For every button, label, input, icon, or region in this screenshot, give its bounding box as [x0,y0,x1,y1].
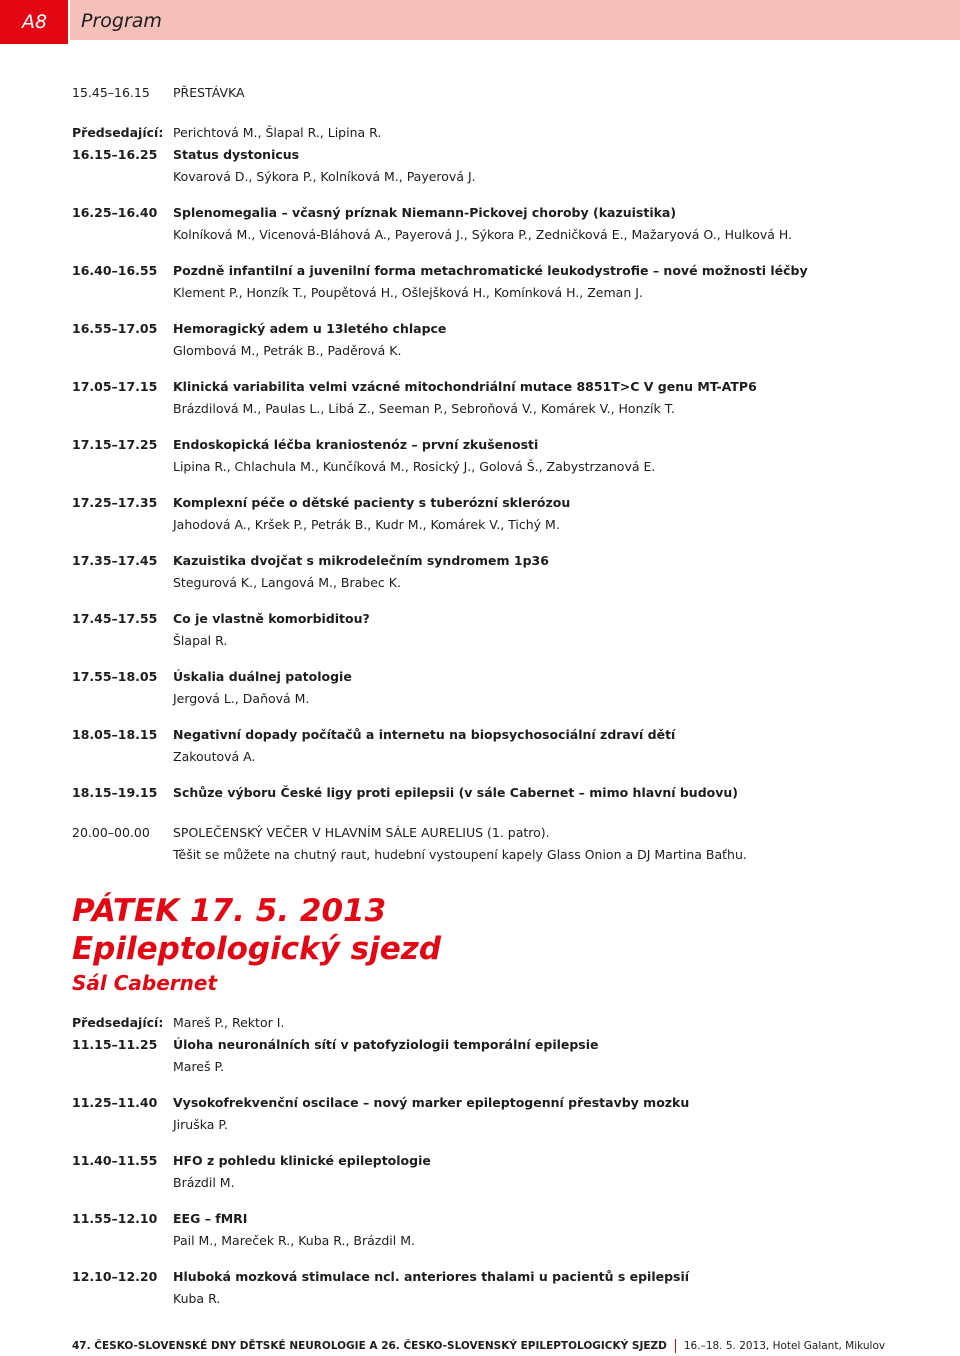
evening-title: SPOLEČENSKÝ VEČER V HLAVNÍM SÁLE AURELIUS (1. patro). [173,825,550,840]
talk-title: Úloha neuronálních sítí v patofyziologii temporální epilepsie [173,1037,599,1052]
talk-item [72,608,932,652]
talk-authors: Kovarová D., Sýkora P., Kolníková M., Payerová J. [173,169,476,184]
talk-time: 16.40–16.55 [72,263,158,278]
page-number: A8 [0,0,68,44]
evening-description: Těšit se můžete na chutný raut, hudební vystoupení kapely Glass Onion a DJ Martina Baťhu. [173,847,747,862]
talk-time: 17.15–17.25 [72,437,158,452]
talk-title: Vysokofrekvenční oscilace – nový marker epileptogenní přestavby mozku [173,1095,690,1110]
talk-time: 17.05–17.15 [72,379,158,394]
day-date: PÁTEK 17. 5. 2013 [72,893,387,929]
talk-authors: Jiruška P. [173,1117,228,1132]
talk-list [72,144,932,804]
talk-time: 17.25–17.35 [72,495,158,510]
talk-item [72,434,932,478]
talk-title: Schůze výboru České ligy proti epilepsii (v sále Cabernet – mimo hlavní budovu) [173,785,738,800]
talk-time: 11.40–11.55 [72,1153,158,1168]
talk-title: Status dystonicus [173,147,300,162]
talk-item [72,144,932,188]
conference-name: 47. ČESKO-SLOVENSKÉ DNY DĚTSKÉ NEUROLOGIE A 26. ČESKO-SLOVENSKÝ EPILEPTOLOGICKÝ SJEZD [72,1340,667,1352]
talk-item [72,1150,932,1194]
program-friday [72,1012,932,1310]
hall-name: Sál Cabernet [72,971,217,995]
talk-authors: Klement P., Honzík T., Poupětová H., Ošlejšková H., Komínková H., Zeman J. [173,285,643,300]
talk-title: HFO z pohledu klinické epileptologie [173,1153,431,1168]
talk-title: Hemoragický adem u 13letého chlapce [173,321,447,336]
talk-title: Komplexní péče o dětské pacienty s tuberózní sklerózou [173,495,571,510]
evening-time: 20.00–00.00 [72,825,150,840]
evening-event [72,822,932,866]
talk-title: Klinická variabilita velmi vzácné mitochondriální mutace 8851T>C V genu MT-ATP6 [173,379,757,394]
talk-item [72,1208,932,1252]
talk-item [72,724,932,768]
talk-authors: Glombová M., Petrák B., Paděrová K. [173,343,402,358]
talk-time: 18.15–19.15 [72,785,158,800]
chair-names: Perichtová M., Šlapal R., Lipina R. [173,125,382,140]
talk-item [72,376,932,420]
talk-time: 11.55–12.10 [72,1211,158,1226]
talk-time: 17.55–18.05 [72,669,158,684]
talk-authors: Jergová L., Daňová M. [173,691,310,706]
talk-title: Endoskopická léčba kraniostenóz – první zkušenosti [173,437,539,452]
talk-authors: Zakoutová A. [173,749,256,764]
talk-item [72,666,932,710]
talk-authors: Brázdil M. [173,1175,235,1190]
talk-time: 16.25–16.40 [72,205,158,220]
talk-title: Kazuistika dvojčat s mikrodelečním syndromem 1p36 [173,553,549,568]
talk-authors: Jahodová A., Kršek P., Petrák B., Kudr M., Komárek V., Tichý M. [173,517,560,532]
talk-time: 11.15–11.25 [72,1037,158,1052]
talk-time: 16.55–17.05 [72,321,158,336]
talk-authors: Stegurová K., Langová M., Brabec K. [173,575,401,590]
chair-names: Mareš P., Rektor I. [173,1015,285,1030]
talk-authors: Brázdilová M., Paulas L., Libá Z., Seeman P., Sebroňová V., Komárek V., Honzík T. [173,401,675,416]
talk-title: Splenomegalia – včasný príznak Niemann-Pickovej choroby (kazuistika) [173,205,677,220]
talk-authors: Mareš P. [173,1059,225,1074]
talk-item [72,202,932,246]
conference-dates: 16.–18. 5. 2013, Hotel Galant, Mikulov [683,1340,886,1352]
page-header [0,0,960,44]
talk-authors: Pail M., Mareček R., Kuba R., Brázdil M. [173,1233,415,1248]
talk-time: 18.05–18.15 [72,727,158,742]
talk-item [72,550,932,594]
section-title: Program [70,0,960,40]
talk-authors: Lipina R., Chlachula M., Kunčíková M., Rosický J., Golová Š., Zabystrzanová E. [173,459,656,474]
chair-row [72,122,932,144]
chair-row [72,1012,932,1034]
talk-title: Co je vlastně komorbiditou? [173,611,370,626]
talk-item [72,782,932,804]
chair-label: Předsedající: [72,125,164,140]
talk-item [72,318,932,362]
talk-authors: Kolníková M., Vicenová-Bláhová A., Payerová J., Sýkora P., Zedničková E., Mažaryová O., Hulková H. [173,227,793,242]
break-label: PŘESTÁVKA [173,85,245,100]
talk-item [72,492,932,536]
talk-time: 11.25–11.40 [72,1095,158,1110]
talk-time: 12.10–12.20 [72,1269,158,1284]
event-name: Epileptologický sjezd [72,931,442,967]
talk-time: 16.15–16.25 [72,147,158,162]
chair-label: Předsedající: [72,1015,164,1030]
talk-title: Hluboká mozková stimulace ncl. anteriores thalami u pacientů s epilepsií [173,1269,690,1284]
talk-time: 17.35–17.45 [72,553,158,568]
talk-title: EEG – fMRI [173,1211,248,1226]
talk-item [72,260,932,304]
talk-item [72,1092,932,1136]
talk-item [72,1266,932,1310]
footer-divider [675,1339,676,1353]
row-time: 15.45–16.15 [72,85,150,100]
program-row-break [72,82,932,104]
talk-title: Úskalia duálnej patologie [173,669,352,684]
program-afternoon [72,82,932,866]
talk-item [72,1034,932,1078]
day-heading [72,892,441,998]
talk-title: Pozdně infantilní a juvenilní forma metachromatické leukodystrofie – nové možnosti léčby [173,263,808,278]
page-footer [72,1336,932,1356]
talk-title: Negativní dopady počítačů a internetu na biopsychosociální zdraví dětí [173,727,676,742]
talk-authors: Šlapal R. [173,633,228,648]
talk-time: 17.45–17.55 [72,611,158,626]
talk-authors: Kuba R. [173,1291,221,1306]
